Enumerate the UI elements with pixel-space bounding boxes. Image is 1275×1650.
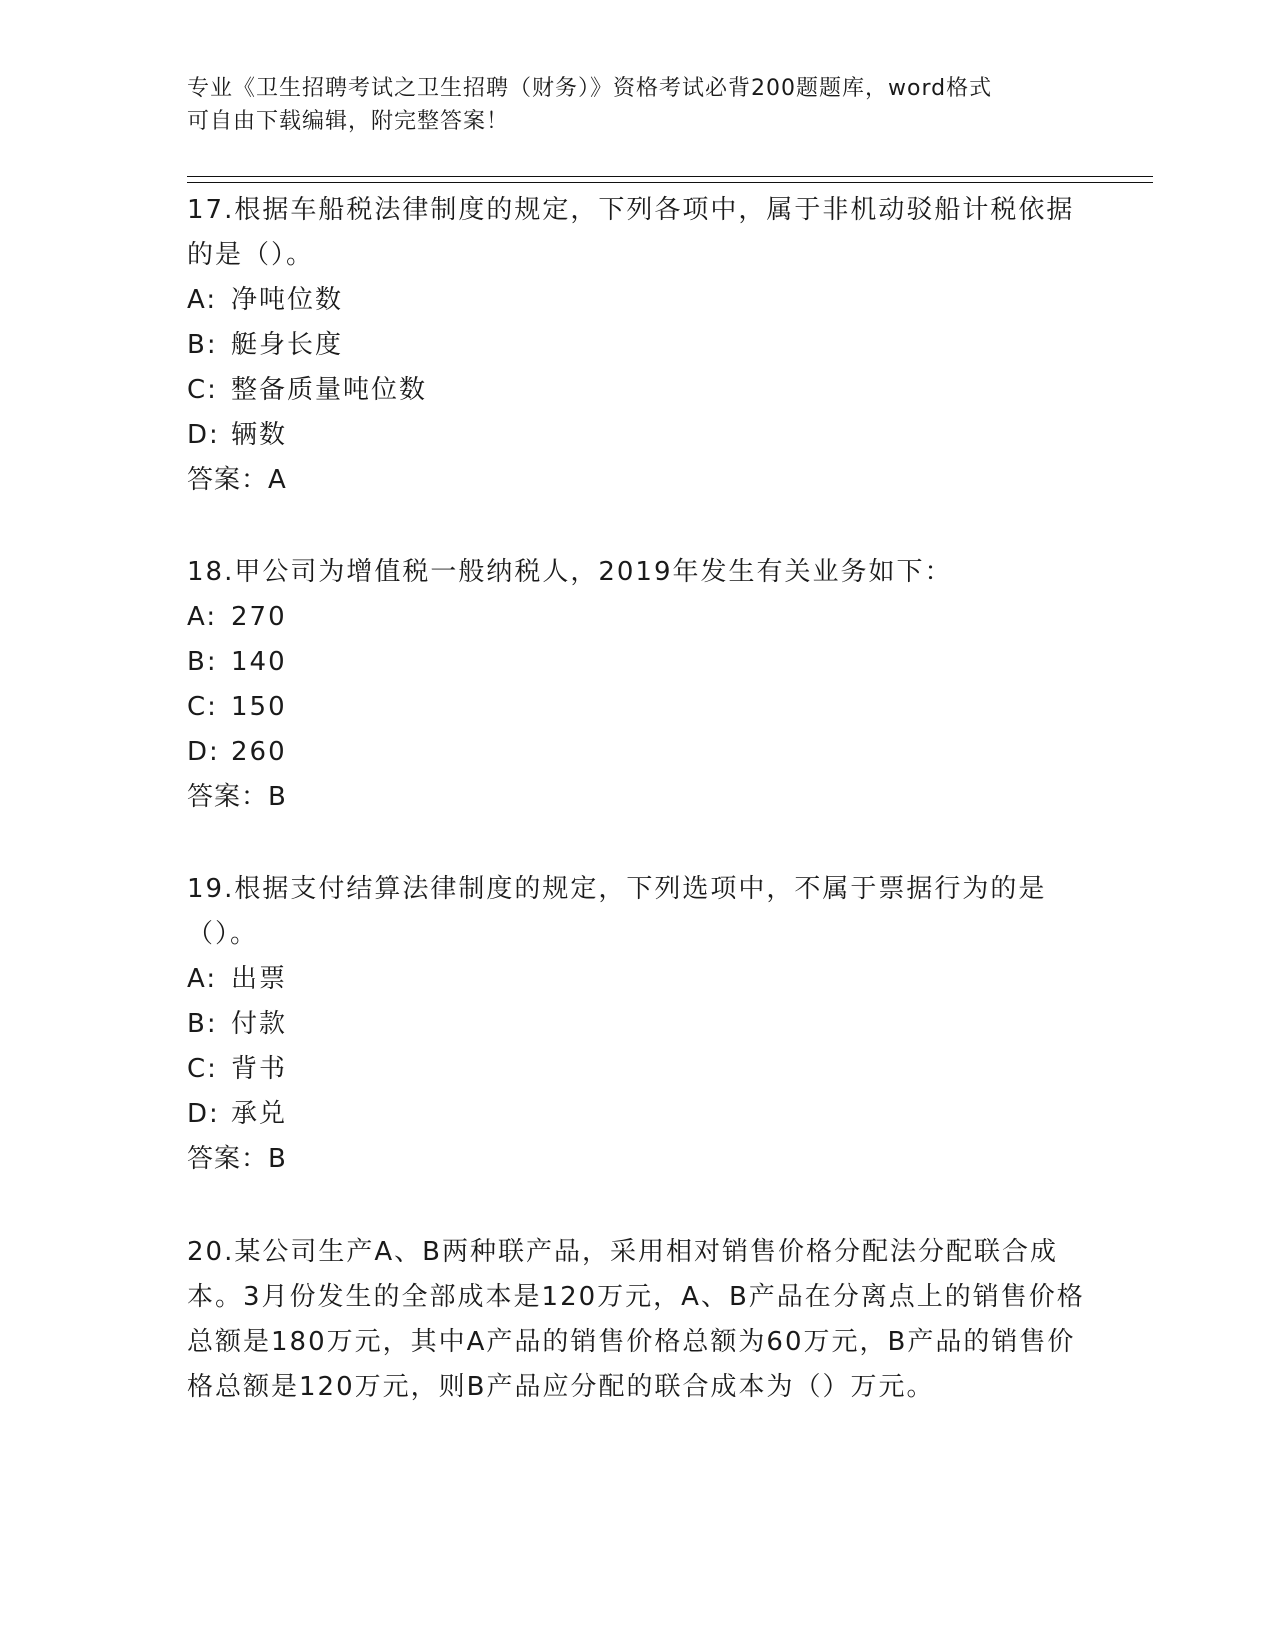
option-b	[187, 640, 1087, 685]
option-c	[187, 1047, 1087, 1092]
question-text: 17.根据车船税法律制度的规定，下列各项中，属于非机动驳船计税依据的是（）。	[187, 195, 1075, 270]
option-value: 辆数	[231, 420, 288, 450]
option-key: D:	[187, 420, 220, 450]
option-d	[187, 413, 1087, 458]
option-value: 艇身长度	[231, 330, 344, 360]
option-key: B:	[187, 1009, 218, 1039]
answer: 答案：B	[187, 782, 287, 812]
option-c	[187, 368, 1087, 413]
option-key: D:	[187, 1099, 220, 1129]
option-key: C:	[187, 375, 218, 405]
option-value: 承兑	[231, 1099, 288, 1129]
option-value: 整备质量吨位数	[231, 375, 428, 405]
option-a	[187, 278, 1087, 323]
option-b	[187, 323, 1087, 368]
option-value: 150	[231, 692, 287, 722]
option-key: C:	[187, 692, 218, 722]
question-18	[187, 550, 1087, 820]
option-key: B:	[187, 647, 218, 677]
option-d	[187, 730, 1087, 775]
option-key: C:	[187, 1054, 218, 1084]
option-value: 出票	[231, 964, 288, 994]
answer: 答案：A	[187, 465, 287, 495]
option-a	[187, 595, 1087, 640]
header-line-1: 专业《卫生招聘考试之卫生招聘（财务）》资格考试必背200题题库，word格式	[187, 76, 993, 101]
question-text: 18.甲公司为增值税一般纳税人，2019年发生有关业务如下：	[187, 557, 953, 587]
option-value: 净吨位数	[231, 285, 344, 315]
option-d	[187, 1092, 1087, 1137]
option-c	[187, 685, 1087, 730]
question-17	[187, 188, 1087, 503]
option-key: A:	[187, 602, 218, 632]
option-value: 付款	[231, 1009, 288, 1039]
option-key: A:	[187, 285, 218, 315]
option-key: A:	[187, 964, 218, 994]
question-20	[187, 1230, 1087, 1410]
question-text: 20.某公司生产A、B两种联产品，采用相对销售价格分配法分配联合成本。3月份发生的全部成本是120万元，A、B产品在分离点上的销售价格总额是180万元，其中A产品的销售价格总额为60万元，B产品的销售价格总额是120万元，则B产品应分配的联合成本为（）万元。	[187, 1237, 1085, 1402]
option-value: 背书	[231, 1054, 288, 1084]
question-19	[187, 867, 1087, 1182]
option-key: B:	[187, 330, 218, 360]
answer: 答案：B	[187, 1144, 287, 1174]
document-header	[187, 72, 1067, 138]
option-b	[187, 1002, 1087, 1047]
option-value: 140	[231, 647, 287, 677]
option-a	[187, 957, 1087, 1002]
option-value: 260	[231, 737, 287, 767]
header-divider-bottom	[187, 182, 1153, 183]
header-divider-top	[187, 176, 1153, 177]
question-text: 19.根据支付结算法律制度的规定，下列选项中，不属于票据行为的是（）。	[187, 874, 1047, 949]
option-key: D:	[187, 737, 220, 767]
header-line-2: 可自由下载编辑，附完整答案！	[187, 109, 510, 134]
option-value: 270	[231, 602, 287, 632]
